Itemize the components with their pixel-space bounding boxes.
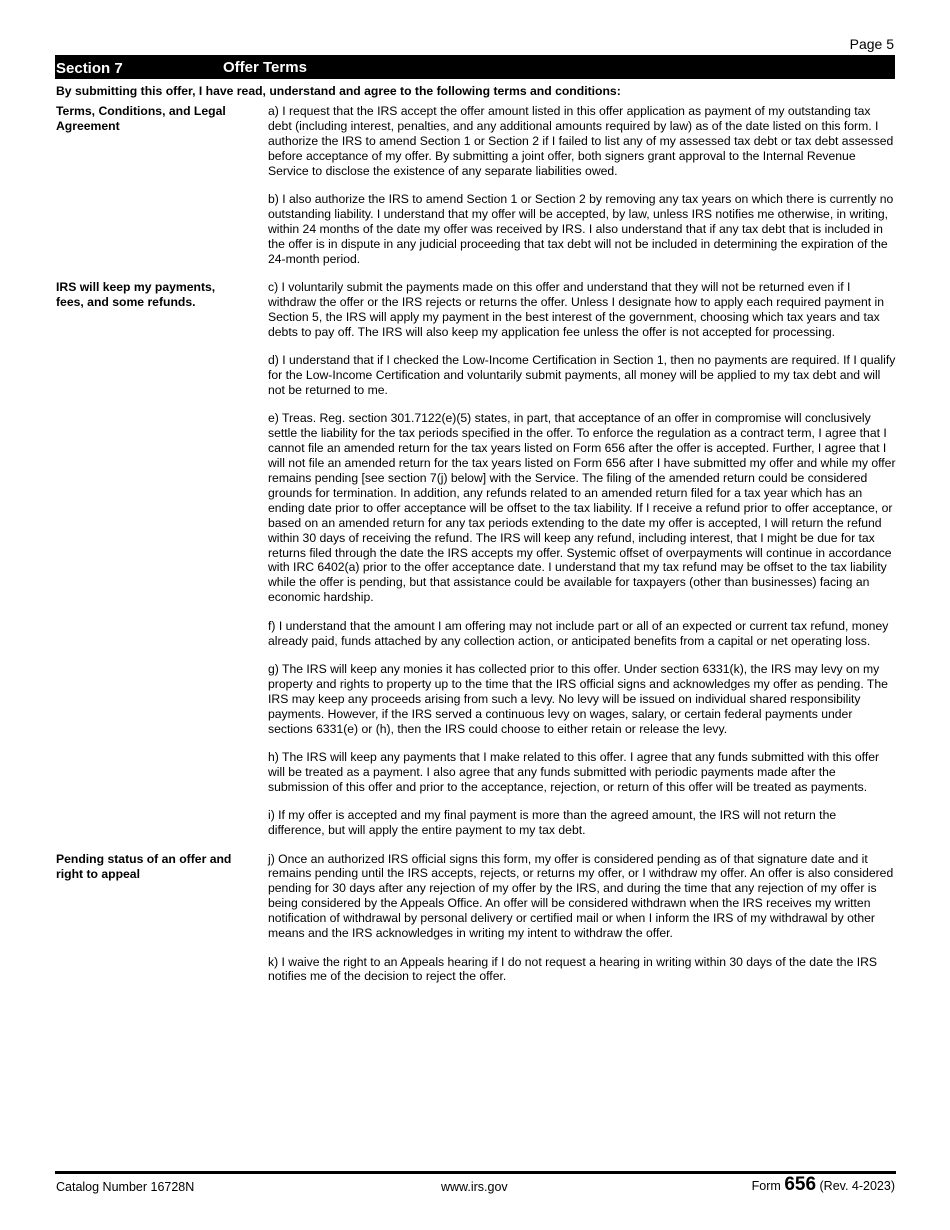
section-label: Section 7 <box>56 60 123 77</box>
website-link[interactable]: www.irs.gov <box>441 1180 508 1194</box>
form-number: 656 <box>784 1174 817 1195</box>
group-label-pending-status: Pending status of an offer and right to appeal <box>56 851 232 881</box>
terms-body <box>56 104 896 998</box>
section-header-bar <box>55 55 895 79</box>
term-paragraph-j: j) Once an authorized IRS official signs this form, my offer is considered pending as of that signature date and it remains pending until the IRS accepts, rejects, or returns my offer, or I withdraw my offer. An offer is also considered pending for 30 days after any rejection of my offer by the IRS, and during the time that any rejection of my offer is being considered by the Appeals Office. An offer will be considered withdrawn when the IRS receives my written notification of withdrawal by personal delivery or certified mail or when I inform the IRS of my withdrawal by other means and the IRS acknowledges in writing my intent to withdraw the offer. <box>268 851 894 941</box>
section-title: Offer Terms <box>223 59 307 76</box>
form-identifier <box>752 1174 895 1196</box>
term-paragraph-d: d) I understand that if I checked the Low-Income Certification in Section 1, then no payments are required. If I qualify for the Low-Income Certification and voluntarily submit payments, all money will be applied to my tax debt and will not be returned to me. <box>268 353 896 397</box>
term-paragraph-h: h) The IRS will keep any payments that I make related to this offer. I agree that any funds submitted with this offer will be treated as a payment. I also agree that any funds submitted with periodic payments made after the submission of this offer and prior to the acceptance, rejection, or return of this offer will be treated as payments. <box>268 750 880 794</box>
page-number: Page 5 <box>849 36 894 52</box>
group-label-legal-agreement: Terms, Conditions, and Legal Agreement <box>56 104 226 133</box>
term-paragraph-k: k) I waive the right to an Appeals hearing if I do not request a hearing in writing within 30 days of the date the IRS notifies me of the decision to reject the offer. <box>268 954 878 984</box>
catalog-number: Catalog Number 16728N <box>56 1180 195 1194</box>
term-paragraph-e: e) Treas. Reg. section 301.7122(e)(5) states, in part, that acceptance of an offer in compromise will conclusively settle the liability for the tax periods specified in the offer. To enforce the regulation as a contract term, I agree that I cannot file an amended return for the tax years listed on Form 656 after the offer is accepted. Further, I agree that I will not file an amended return for the tax years listed on Form 656 after I have submitted my offer and while my offer remains pending [see section 7(j) below] with the Service. The filing of the amended return could be considered grounds for termination. In addition, any refunds related to an amended return filed for a tax year which has an ending date prior to offer acceptance will be offset to the tax liability. If I receive a refund prior to offer acceptance, or based on an amended return for any tax periods extending to the date my offer is accepted, I will return the refund within 30 days of receiving the refund. The IRS will keep any refund, including interest, that I might be due for tax returns filed through the date the IRS accepts my offer. Systemic offset of overpayments will continue in accordance with IRC 6402(a) prior to the offer acceptance date. I understand that my tax refund may be offset to the tax liability while the offer is pending, but that assistance could be available for taxpayers (other than businesses) facing an economic hardship. <box>268 411 896 605</box>
term-paragraph-a: a) I request that the IRS accept the offer amount listed in this offer application as payment of my outstanding tax debt (including interest, penalties, and any additional amounts required by law) as of the date listed on this form. I authorize the IRS to amend Section 1 or Section 2 if I failed to list any of my assessed tax debt or tax debt assessed before acceptance of my offer. By submitting a joint offer, both signers grant approval to the Internal Revenue Service to disclose the existence of any separate liabilities owed. <box>268 104 894 178</box>
group-label-payments-fees-refunds: IRS will keep my payments, fees, and some refunds. <box>56 280 216 310</box>
term-paragraph-c: c) I voluntarily submit the payments made on this offer and understand that they will not be returned even if I withdraw the offer or the IRS rejects or returns the offer. Unless I designate how to apply each required payment in Section 5, the IRS will apply my payment in the best interest of the government, choosing which tax years and tax debts to pay off. The IRS will also keep my application fee unless the offer is not accepted for processing. <box>268 280 885 339</box>
term-paragraph-f: f) I understand that the amount I am offering may not include part or all of an expected or current tax refund, money already paid, funds attached by any collection action, or anticipated benefits from a capital or net operating loss. <box>268 618 889 648</box>
term-paragraph-i: i) If my offer is accepted and my final payment is more than the agreed amount, the IRS will not return the difference, but will apply the entire payment to my tax debt. <box>268 808 837 838</box>
term-paragraph-g: g) The IRS will keep any monies it has collected prior to this offer. Under section 6331(k), the IRS may levy on my property and rights to property up to the time that the IRS official signs and acknowledges my offer as pending. The IRS may keep any proceeds arising from such a levy. No levy will be issued on individual shared responsibility payments. However, if the IRS served a continuous levy on wages, salary, or certain federal payments under sections 6331(e) or (h), then the IRS could choose to either retain or release the levy. <box>268 662 888 736</box>
term-paragraph-b: b) I also authorize the IRS to amend Section 1 or Section 2 by removing any tax years on which there is currently no outstanding liability. I understand that my offer will be accepted, by law, unless IRS notifies me otherwise, in writing, within 24 months of the date my offer was received by IRS. I also understand that if any tax debt that is included in the offer is in dispute in any judicial proceeding that tax debt will not be included in determining the expiration of the 24-month period. <box>268 192 894 266</box>
form-revision: (Rev. 4-2023) <box>819 1179 895 1193</box>
terms-group-pending-status <box>56 852 896 985</box>
terms-group-legal-agreement <box>56 104 896 267</box>
terms-group-payments-fees-refunds <box>56 280 896 838</box>
form-prefix: Form <box>751 1179 781 1193</box>
intro-statement: By submitting this offer, I have read, understand and agree to the following terms and conditions: <box>56 84 621 98</box>
